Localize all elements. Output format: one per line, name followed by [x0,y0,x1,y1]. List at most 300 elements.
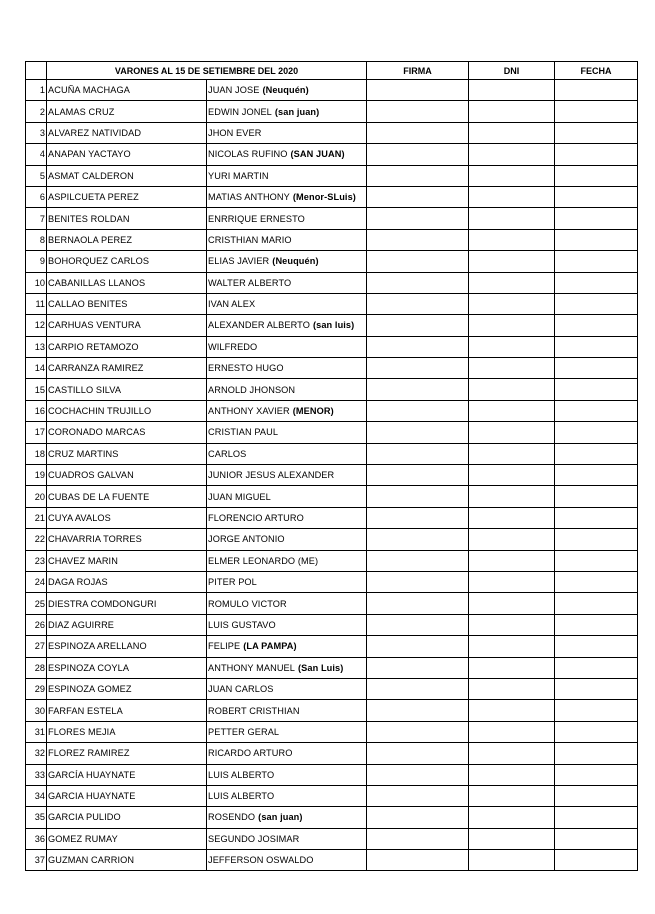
surname-cell: BENITES ROLDAN [47,208,207,229]
row-number: 4 [26,144,47,165]
given-name-text: EDWIN JONEL [208,106,272,117]
signature-cell [367,764,469,785]
date-cell [555,293,638,314]
given-name-text: ROBERT CRISTHIAN [208,705,300,716]
given-name-cell [207,101,367,122]
location-note: (San Luis) [298,662,344,673]
given-name-cell [207,293,367,314]
row-number: 9 [26,251,47,272]
surname-cell: CASTILLO SILVA [47,379,207,400]
dni-cell [469,486,555,507]
row-number: 23 [26,550,47,571]
dni-cell [469,465,555,486]
surname-cell: GUZMAN CARRION [47,850,207,871]
dni-cell [469,186,555,207]
signature-cell [367,293,469,314]
surname-cell: ASPILCUETA PEREZ [47,186,207,207]
table-row [26,678,638,699]
signature-cell [367,122,469,143]
table-row [26,850,638,871]
date-cell [555,186,638,207]
row-number: 11 [26,293,47,314]
given-name-text: ERNESTO HUGO [208,363,284,374]
table-row [26,293,638,314]
date-cell [555,315,638,336]
surname-cell: CHAVEZ MARIN [47,550,207,571]
signature-cell [367,465,469,486]
row-number: 18 [26,443,47,464]
given-name-text: WILFREDO [208,341,258,352]
signature-cell [367,550,469,571]
date-cell [555,785,638,806]
surname-cell: ALVAREZ NATIVIDAD [47,122,207,143]
dni-cell [469,400,555,421]
signature-cell [367,807,469,828]
table-row [26,550,638,571]
signature-cell [367,144,469,165]
given-name-text: LUIS ALBERTO [208,791,275,802]
dni-cell [469,657,555,678]
dni-cell [469,251,555,272]
dni-cell [469,422,555,443]
dni-cell [469,122,555,143]
signature-cell [367,101,469,122]
surname-cell: FLOREZ RAMIREZ [47,743,207,764]
row-number: 35 [26,807,47,828]
table-row [26,807,638,828]
given-name-text: FLORENCIO ARTURO [208,513,304,523]
row-number: 32 [26,743,47,764]
date-cell [555,165,638,186]
signature-cell [367,165,469,186]
date-cell [555,272,638,293]
row-number: 28 [26,657,47,678]
date-cell [555,336,638,357]
row-number: 17 [26,422,47,443]
dni-cell [469,272,555,293]
date-cell [555,122,638,143]
table-row [26,593,638,614]
given-name-cell [207,465,367,486]
row-number: 8 [26,229,47,250]
surname-cell: CUADROS GALVAN [47,465,207,486]
table-row [26,785,638,806]
date-cell [555,614,638,635]
signature-cell [367,379,469,400]
given-name-cell [207,165,367,186]
date-cell [555,229,638,250]
roster-body [26,80,638,871]
date-cell [555,571,638,592]
signature-cell [367,785,469,806]
signature-cell [367,507,469,528]
table-row [26,208,638,229]
dni-cell [469,636,555,657]
table-row [26,315,638,336]
dni-cell [469,550,555,571]
given-name-cell [207,272,367,293]
signature-cell [367,678,469,699]
table-row [26,443,638,464]
table-row [26,400,638,421]
table-row [26,721,638,742]
row-number: 1 [26,80,47,101]
given-name-cell [207,443,367,464]
given-name-text: LUIS GUSTAVO [208,619,276,630]
date-cell [555,486,638,507]
header-firma: FIRMA [367,62,469,80]
location-note: (san luis) [312,320,355,331]
given-name-cell [207,80,367,101]
given-name-text: ELMER LEONARDO (ME) [208,555,319,566]
row-number: 26 [26,614,47,635]
row-number: 24 [26,571,47,592]
given-name-cell [207,336,367,357]
location-note: (SAN JUAN) [290,149,345,160]
row-number: 6 [26,186,47,207]
given-name-cell [207,208,367,229]
surname-cell: ESPINOZA GOMEZ [47,678,207,699]
dni-cell [469,315,555,336]
given-name-cell [207,764,367,785]
signature-cell [367,571,469,592]
row-number: 36 [26,828,47,849]
table-row [26,122,638,143]
signature-cell [367,657,469,678]
header-fecha: FECHA [555,62,638,80]
date-cell [555,422,638,443]
table-row [26,336,638,357]
given-name-cell [207,721,367,742]
date-cell [555,529,638,550]
surname-cell: ANAPAN YACTAYO [47,144,207,165]
signature-cell [367,251,469,272]
row-number: 16 [26,400,47,421]
surname-cell: ESPINOZA COYLA [47,657,207,678]
date-cell [555,743,638,764]
surname-cell: ALAMAS CRUZ [47,101,207,122]
table-row [26,379,638,400]
table-row [26,358,638,379]
given-name-cell [207,144,367,165]
signature-cell [367,593,469,614]
dni-cell [469,80,555,101]
date-cell [555,636,638,657]
signature-cell [367,850,469,871]
date-cell [555,850,638,871]
attendance-sheet [25,61,637,871]
given-name-cell [207,700,367,721]
date-cell [555,700,638,721]
dni-cell [469,507,555,528]
dni-cell [469,144,555,165]
given-name-cell [207,229,367,250]
table-row [26,636,638,657]
signature-cell [367,486,469,507]
given-name-text: CRISTIAN PAUL [208,427,279,438]
dni-cell [469,358,555,379]
signature-cell [367,743,469,764]
table-row [26,529,638,550]
row-number: 14 [26,358,47,379]
signature-cell [367,358,469,379]
table-row [26,229,638,250]
dni-cell [469,208,555,229]
location-note: (LA PAMPA) [243,641,297,652]
table-row [26,80,638,101]
given-name-text: ALEXANDER ALBERTO [208,320,310,331]
dni-cell [469,700,555,721]
given-name-text: ROMULO VICTOR [208,598,287,609]
table-row [26,101,638,122]
given-name-text: WALTER ALBERTO [208,277,292,288]
dni-cell [469,678,555,699]
given-name-text: SEGUNDO JOSIMAR [208,833,300,844]
table-row [26,186,638,207]
row-number: 5 [26,165,47,186]
given-name-text: JEFFERSON OSWALDO [208,855,314,866]
given-name-text: CRISTHIAN MARIO [208,234,292,245]
signature-cell [367,443,469,464]
location-note: (Neuquén) [272,256,319,267]
table-row [26,422,638,443]
given-name-text: JUAN JOSE [208,85,260,96]
given-name-text: ELIAS JAVIER [208,256,270,267]
given-name-text: ARNOLD JHONSON [208,384,296,395]
surname-cell: DIESTRA COMDONGURI [47,593,207,614]
surname-cell: CALLAO BENITES [47,293,207,314]
row-number: 10 [26,272,47,293]
dni-cell [469,721,555,742]
header-dni: DNI [469,62,555,80]
signature-cell [367,272,469,293]
given-name-cell [207,422,367,443]
given-name-cell [207,251,367,272]
date-cell [555,828,638,849]
row-number: 20 [26,486,47,507]
given-name-cell [207,186,367,207]
given-name-text: ANTHONY XAVIER [208,406,290,417]
given-name-cell [207,571,367,592]
location-note: (Neuquén) [262,85,309,96]
date-cell [555,764,638,785]
dni-cell [469,571,555,592]
signature-cell [367,529,469,550]
date-cell [555,400,638,421]
header-title: VARONES AL 15 DE SETIEMBRE DEL 2020 [47,62,367,80]
date-cell [555,379,638,400]
given-name-text: ENRRIQUE ERNESTO [208,213,305,224]
surname-cell: ACUÑA MACHAGA [47,80,207,101]
date-cell [555,593,638,614]
given-name-text: CARLOS [208,448,247,459]
date-cell [555,507,638,528]
date-cell [555,443,638,464]
row-number: 21 [26,507,47,528]
row-number: 19 [26,465,47,486]
given-name-text: NICOLAS RUFINO [208,149,288,160]
given-name-text: PITER POL [208,577,257,588]
surname-cell: GARCIA HUAYNATE [47,785,207,806]
signature-cell [367,80,469,101]
given-name-text: JUAN MIGUEL [208,491,271,502]
location-note: (san juan) [274,106,320,117]
row-number: 31 [26,721,47,742]
surname-cell: CARPIO RETAMOZO [47,336,207,357]
given-name-text: JUNIOR JESUS ALEXANDER [208,470,335,481]
surname-cell: BOHORQUEZ CARLOS [47,251,207,272]
table-row [26,700,638,721]
dni-cell [469,850,555,871]
surname-cell: ESPINOZA ARELLANO [47,636,207,657]
dni-cell [469,293,555,314]
given-name-text: MATIAS ANTHONY [208,192,290,203]
dni-cell [469,743,555,764]
signature-cell [367,315,469,336]
given-name-cell [207,400,367,421]
given-name-cell [207,550,367,571]
dni-cell [469,828,555,849]
dni-cell [469,593,555,614]
table-row [26,828,638,849]
given-name-cell [207,529,367,550]
row-number: 37 [26,850,47,871]
date-cell [555,358,638,379]
given-name-text: IVAN ALEX [208,299,256,310]
row-number: 2 [26,101,47,122]
row-number: 12 [26,315,47,336]
surname-cell: CHAVARRIA TORRES [47,529,207,550]
signature-cell [367,614,469,635]
table-row [26,165,638,186]
surname-cell: DIAZ AGUIRRE [47,614,207,635]
row-number: 34 [26,785,47,806]
surname-cell: FLORES MEJIA [47,721,207,742]
roster-table [25,61,638,871]
surname-cell: CARHUAS VENTURA [47,315,207,336]
header-number-cell [26,62,47,80]
surname-cell: CORONADO MARCAS [47,422,207,443]
signature-cell [367,636,469,657]
date-cell [555,807,638,828]
row-number: 3 [26,122,47,143]
surname-cell: CARRANZA RAMIREZ [47,358,207,379]
row-number: 15 [26,379,47,400]
dni-cell [469,443,555,464]
dni-cell [469,336,555,357]
dni-cell [469,529,555,550]
given-name-cell [207,807,367,828]
given-name-text: JHON EVER [208,127,262,138]
date-cell [555,721,638,742]
table-row [26,272,638,293]
signature-cell [367,336,469,357]
table-row [26,614,638,635]
row-number: 30 [26,700,47,721]
date-cell [555,144,638,165]
table-row [26,571,638,592]
date-cell [555,208,638,229]
row-number: 33 [26,764,47,785]
given-name-text: LUIS ALBERTO [208,769,275,780]
header-row [26,62,638,80]
given-name-text: PETTER GERAL [208,726,280,737]
dni-cell [469,807,555,828]
surname-cell: CUBAS DE LA FUENTE [47,486,207,507]
location-note: (Menor-SLuis) [292,192,356,203]
given-name-text: JUAN CARLOS [208,684,274,695]
signature-cell [367,229,469,250]
given-name-cell [207,743,367,764]
signature-cell [367,721,469,742]
surname-cell: BERNAOLA PEREZ [47,229,207,250]
given-name-cell [207,828,367,849]
given-name-text: RICARDO ARTURO [208,748,293,759]
given-name-cell [207,785,367,806]
signature-cell [367,186,469,207]
surname-cell: DAGA ROJAS [47,571,207,592]
table-row [26,657,638,678]
date-cell [555,251,638,272]
dni-cell [469,785,555,806]
surname-cell: COCHACHIN TRUJILLO [47,400,207,421]
dni-cell [469,764,555,785]
surname-cell: GARCÍA HUAYNATE [47,764,207,785]
given-name-cell [207,636,367,657]
signature-cell [367,700,469,721]
given-name-cell [207,507,367,528]
table-row [26,486,638,507]
date-cell [555,80,638,101]
date-cell [555,101,638,122]
signature-cell [367,400,469,421]
row-number: 13 [26,336,47,357]
date-cell [555,550,638,571]
table-row [26,743,638,764]
given-name-text: YURI MARTIN [208,170,269,181]
surname-cell: GARCIA PULIDO [47,807,207,828]
dni-cell [469,101,555,122]
date-cell [555,465,638,486]
location-note: (MENOR) [292,406,334,417]
given-name-cell [207,614,367,635]
table-row [26,144,638,165]
given-name-cell [207,315,367,336]
surname-cell: ASMAT CALDERON [47,165,207,186]
table-row [26,251,638,272]
dni-cell [469,379,555,400]
row-number: 27 [26,636,47,657]
row-number: 29 [26,678,47,699]
given-name-text: ANTHONY MANUEL [208,662,295,673]
given-name-text: JORGE ANTONIO [208,534,285,545]
given-name-cell [207,486,367,507]
dni-cell [469,229,555,250]
given-name-text: ROSENDO [208,812,256,823]
given-name-cell [207,379,367,400]
signature-cell [367,422,469,443]
given-name-cell [207,593,367,614]
date-cell [555,678,638,699]
given-name-cell [207,678,367,699]
signature-cell [367,828,469,849]
surname-cell: FARFAN ESTELA [47,700,207,721]
given-name-cell [207,657,367,678]
given-name-cell [207,358,367,379]
row-number: 25 [26,593,47,614]
row-number: 7 [26,208,47,229]
surname-cell: CUYA AVALOS [47,507,207,528]
